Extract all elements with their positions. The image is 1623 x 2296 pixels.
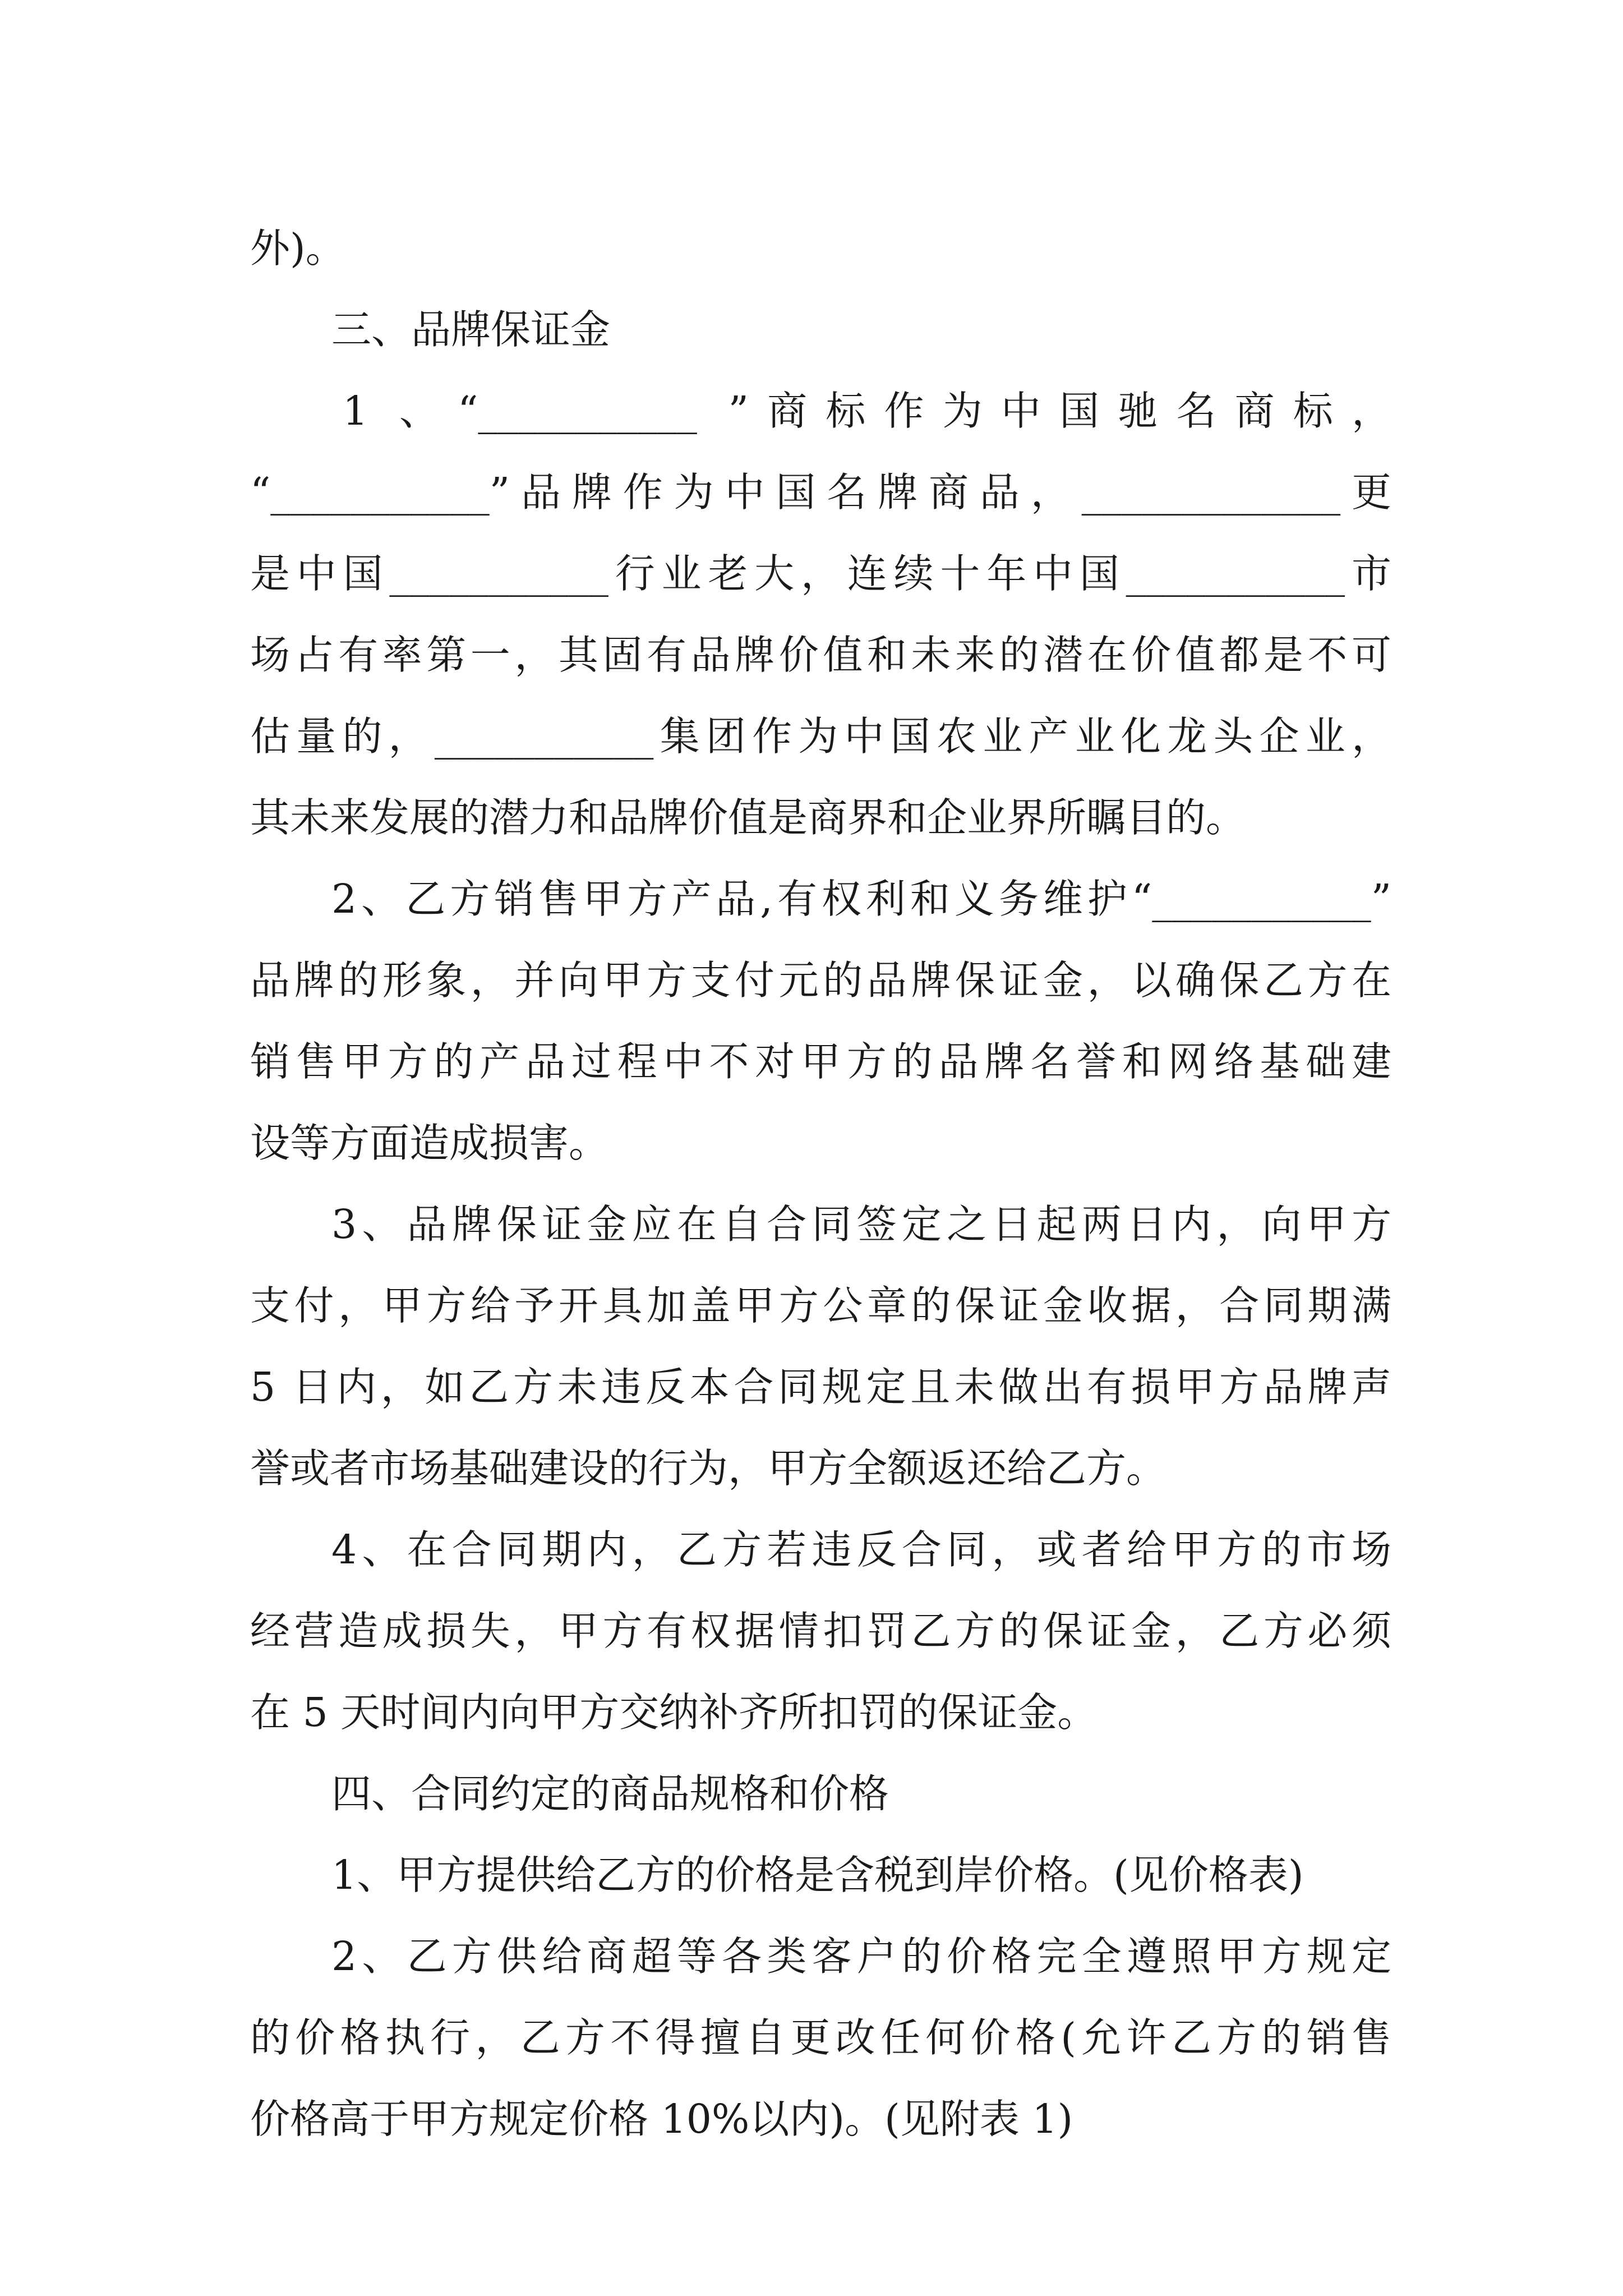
- text-line: 的价格执行，乙方不得擅自更改任何价格(允许乙方的销售: [250, 2014, 1391, 2061]
- text-line: 3、品牌保证金应在自合同签定之日起两日内，向甲方: [331, 1201, 1391, 1248]
- text-line: 其未来发展的潜力和品牌价值是商界和企业界所瞩目的。: [250, 794, 1246, 841]
- text-line: “___________”品牌作为中国名牌商品，_____________更: [250, 469, 1391, 516]
- section-heading: 三、品牌保证金: [331, 306, 611, 353]
- document-body: [250, 208, 1391, 2160]
- text-line: 支付，甲方给予开具加盖甲方公章的保证金收据，合同期满: [250, 1282, 1391, 1329]
- text-line: 4、在合同期内，乙方若违反合同，或者给甲方的市场: [331, 1526, 1391, 1573]
- text-line: 设等方面造成损害。: [250, 1120, 609, 1166]
- text-line: 5 日内，如乙方未违反本合同规定且未做出有损甲方品牌声: [250, 1364, 1391, 1410]
- text-line: 2、乙方销售甲方产品,有权利和义务维护“___________”: [331, 876, 1391, 922]
- text-line: 品牌的形象，并向甲方支付元的品牌保证金，以确保乙方在: [250, 957, 1391, 1004]
- text-line: 经营造成损失，甲方有权据情扣罚乙方的保证金，乙方必须: [250, 1608, 1391, 1654]
- text-line: 场占有率第一，其固有品牌价值和未来的潜在价值都是不可: [250, 632, 1391, 678]
- section-heading: 四、合同约定的商品规格和价格: [331, 1770, 889, 1817]
- text-line: 是中国___________行业老大，连续十年中国___________市: [250, 550, 1391, 597]
- text-line: 估量的，___________集团作为中国农业产业化龙头企业，: [250, 713, 1391, 760]
- text-line: 誉或者市场基础建设的行为，甲方全额返还给乙方。: [250, 1445, 1166, 1492]
- text-line: 销售甲方的产品过程中不对甲方的品牌名誉和网络基础建: [250, 1038, 1391, 1085]
- text-line: 1 、“___________ ”商标作为中国驰名商标，: [343, 388, 1391, 434]
- text-line: 在 5 天时间内向甲方交纳补齐所扣罚的保证金。: [250, 1689, 1098, 1736]
- text-line: 1、甲方提供给乙方的价格是含税到岸价格。(见价格表): [331, 1852, 1304, 1898]
- text-line: 价格高于甲方规定价格 10%以内)。(见附表 1): [250, 2096, 1073, 2142]
- text-line: 2、乙方供给商超等各类客户的价格完全遵照甲方规定: [331, 1933, 1391, 1980]
- text-line: 外)。: [250, 225, 345, 272]
